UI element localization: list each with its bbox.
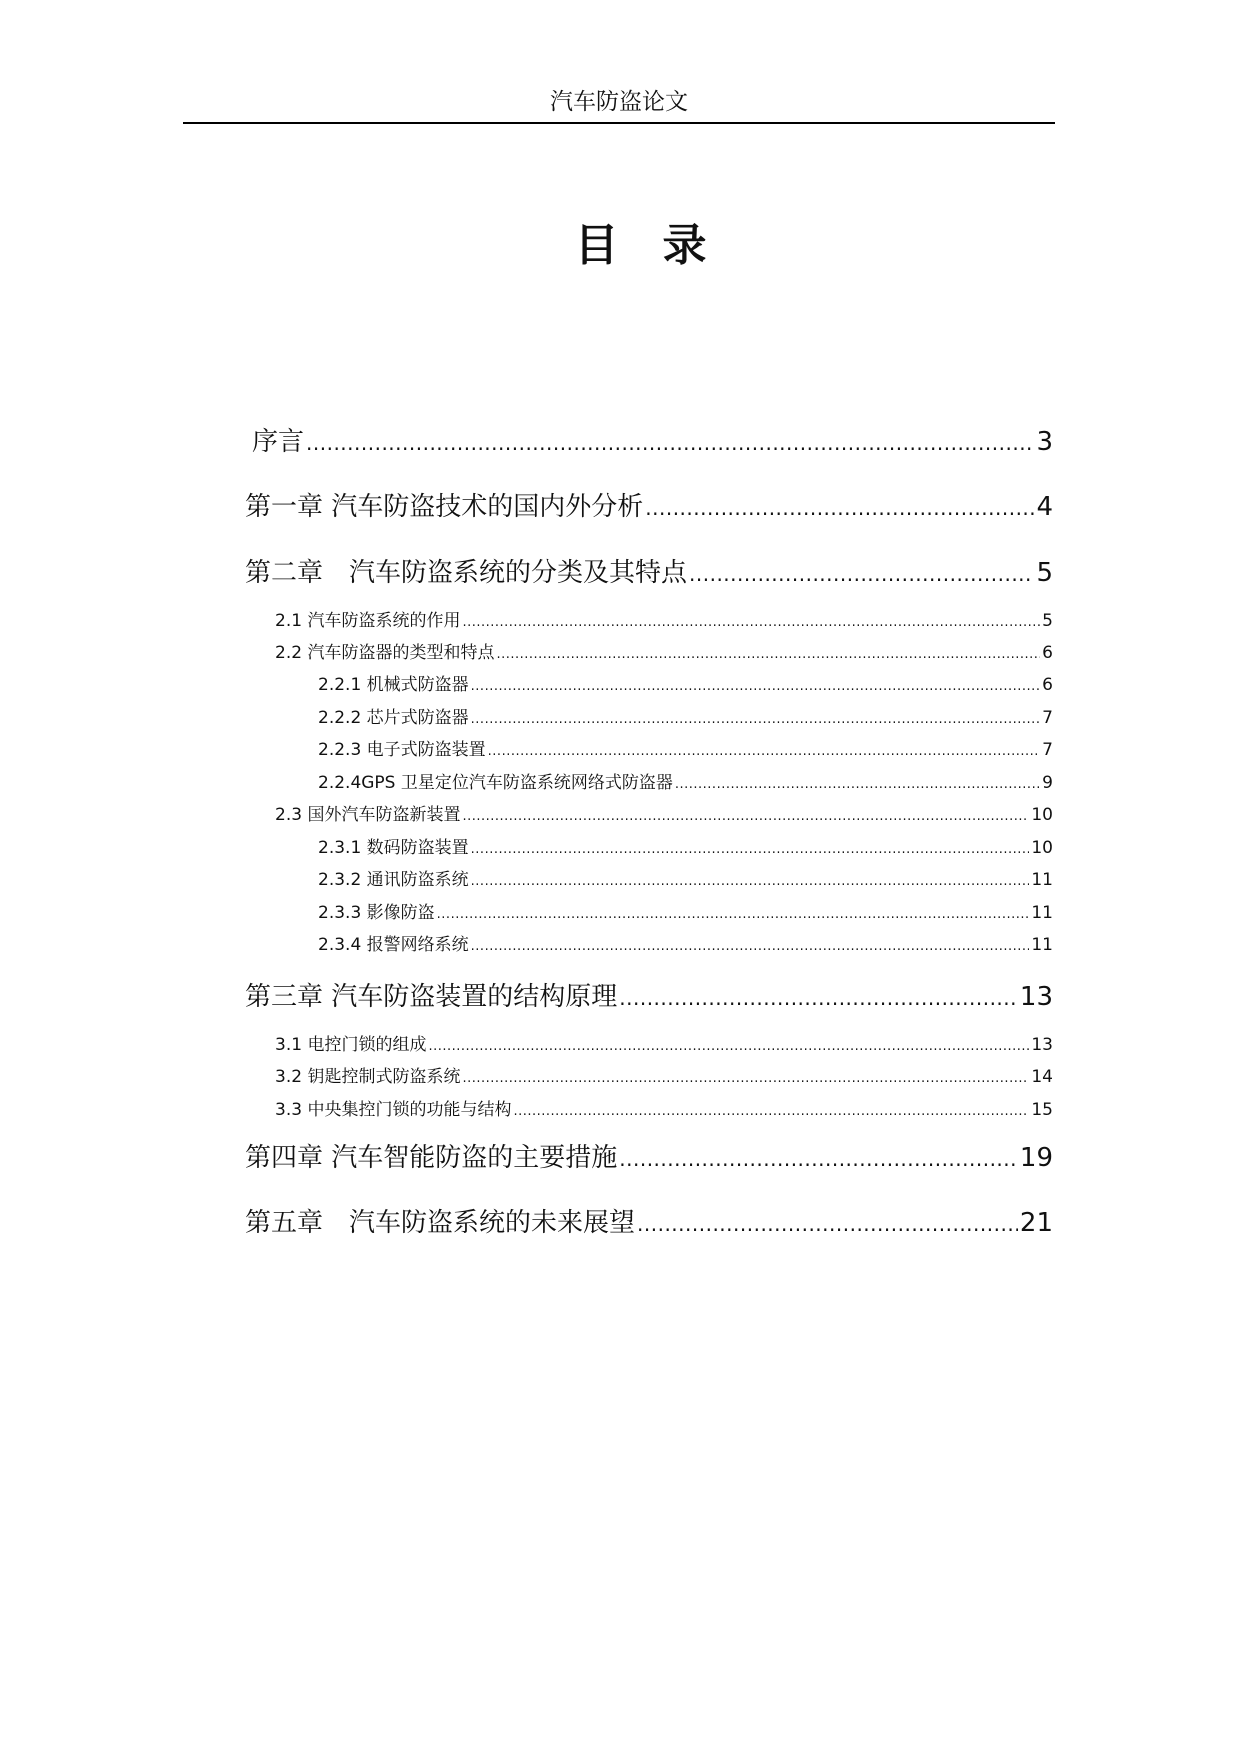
dot-leader — [471, 933, 1030, 959]
toc-entry-label: 2.2.1 机械式防盗器 — [318, 675, 469, 695]
toc-entry-section-2-3-4[interactable] — [318, 933, 1053, 957]
toc-entry-label: 序言 — [252, 427, 305, 457]
dot-leader — [471, 706, 1041, 732]
toc-entry-section-3-1[interactable] — [275, 1033, 1053, 1057]
toc-entry-label: 2.2.3 电子式防盗装置 — [318, 740, 486, 760]
toc-entry-section-3-2[interactable] — [275, 1065, 1053, 1089]
toc-entry-section-2-3[interactable] — [275, 803, 1053, 827]
toc-entry-page: 10 — [1031, 805, 1053, 825]
toc-entry-section-2-1[interactable] — [275, 609, 1053, 633]
toc-entry-page: 21 — [1019, 1208, 1053, 1238]
toc-entry-label: 3.3 中央集控门锁的功能与结构 — [275, 1100, 512, 1120]
toc-entry-label: 3.2 钥匙控制式防盗系统 — [275, 1067, 461, 1087]
toc-entry-label: 第一章 汽车防盗技术的国内外分析 — [245, 492, 644, 522]
toc-entry-page: 19 — [1019, 1143, 1053, 1173]
toc-entry-page: 13 — [1031, 1035, 1053, 1055]
toc-entry-section-3-3[interactable] — [275, 1098, 1053, 1122]
toc-entry-page: 7 — [1042, 708, 1053, 728]
dot-leader — [462, 803, 1029, 829]
dot-leader — [462, 1065, 1029, 1091]
toc-entry-section-2-2-4[interactable] — [318, 771, 1053, 795]
dot-leader — [619, 980, 1018, 1015]
toc-entry-section-2-3-2[interactable] — [318, 868, 1053, 892]
toc-entry-label: 第三章 汽车防盗装置的结构原理 — [245, 982, 618, 1012]
toc-entry-page: 7 — [1042, 740, 1053, 760]
toc-entry-page: 4 — [1036, 492, 1053, 522]
toc-entry-label: 2.3.4 报警网络系统 — [318, 935, 469, 955]
toc-entry-label: 2.2.4GPS 卫星定位汽车防盗系统网络式防盗器 — [318, 773, 673, 793]
toc-entry-label: 2.1 汽车防盗系统的作用 — [275, 611, 461, 631]
dot-leader — [496, 641, 1040, 667]
toc-entry-chapter-2[interactable] — [245, 556, 1053, 590]
toc-entry-page: 14 — [1031, 1067, 1053, 1087]
dot-leader — [428, 1033, 1029, 1059]
toc-entry-label: 2.2 汽车防盗器的类型和特点 — [275, 643, 495, 663]
toc-entry-section-2-2-1[interactable] — [318, 673, 1053, 697]
toc-entry-label: 第五章 汽车防盗系统的未来展望 — [245, 1208, 636, 1238]
toc-entry-page: 13 — [1019, 982, 1053, 1012]
toc-entry-label: 2.3.2 通讯防盗系统 — [318, 870, 469, 890]
toc-entry-page: 11 — [1031, 935, 1053, 955]
toc-entry-page: 9 — [1042, 773, 1053, 793]
dot-leader — [689, 556, 1034, 591]
dot-leader — [619, 1141, 1018, 1176]
dot-leader — [645, 490, 1034, 525]
toc-entry-label: 第四章 汽车智能防盗的主要措施 — [245, 1143, 618, 1173]
toc-entry-label: 2.3.3 影像防盗 — [318, 903, 435, 923]
toc-entry-page: 10 — [1031, 838, 1053, 858]
toc-entry-label: 3.1 电控门锁的组成 — [275, 1035, 427, 1055]
dot-leader — [471, 673, 1041, 699]
toc-entry-page: 3 — [1036, 427, 1053, 457]
toc-entry-section-2-2-2[interactable] — [318, 706, 1053, 730]
toc-title-text: 目 录 — [574, 220, 707, 271]
toc-entry-section-2-2-3[interactable] — [318, 738, 1053, 762]
toc-entry-chapter-5[interactable] — [245, 1206, 1053, 1240]
toc-entry-page: 5 — [1036, 558, 1053, 588]
toc-entry-label: 第二章 汽车防盗系统的分类及其特点 — [245, 558, 688, 588]
toc-entry-section-2-3-3[interactable] — [318, 901, 1053, 925]
toc-entry-section-2-2[interactable] — [275, 641, 1053, 665]
toc-entry-page: 6 — [1042, 643, 1053, 663]
dot-leader — [488, 738, 1041, 764]
toc-entry-page: 11 — [1031, 903, 1053, 923]
dot-leader — [471, 868, 1030, 894]
toc-entry-label: 2.3.1 数码防盗装置 — [318, 838, 469, 858]
toc-entry-page: 6 — [1042, 675, 1053, 695]
toc-entry-chapter-4[interactable] — [245, 1141, 1053, 1175]
dot-leader — [675, 771, 1040, 797]
toc-entry-chapter-3[interactable] — [245, 980, 1053, 1014]
dot-leader — [437, 901, 1030, 927]
dot-leader — [462, 609, 1040, 635]
dot-leader — [306, 425, 1034, 460]
dot-leader — [637, 1206, 1018, 1241]
toc-entry-label: 2.3 国外汽车防盗新装置 — [275, 805, 461, 825]
toc-entry-chapter-1[interactable] — [245, 490, 1053, 524]
dot-leader — [471, 836, 1030, 862]
toc-entry-page: 15 — [1031, 1100, 1053, 1120]
toc-entry-page: 5 — [1042, 611, 1053, 631]
toc-entry-section-2-3-1[interactable] — [318, 836, 1053, 860]
dot-leader — [513, 1098, 1029, 1124]
toc-entry-page: 11 — [1031, 870, 1053, 890]
toc-entry-preface[interactable] — [252, 425, 1053, 459]
toc-entry-label: 2.2.2 芯片式防盗器 — [318, 708, 469, 728]
running-header-title: 汽车防盗论文 — [550, 89, 688, 115]
